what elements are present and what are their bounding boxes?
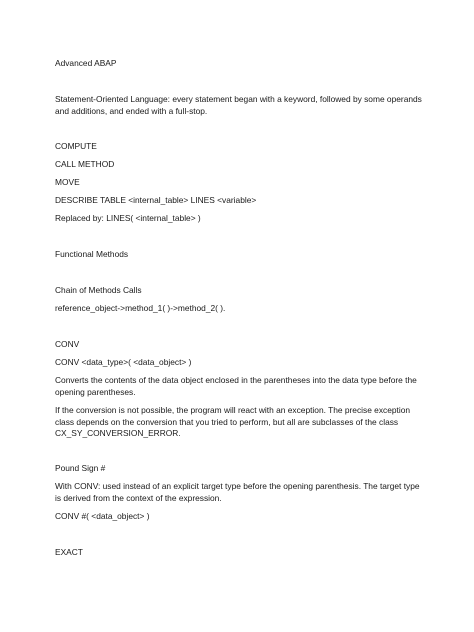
keyword-describe-table: DESCRIBE TABLE <internal_table> LINES <variable> bbox=[55, 195, 257, 205]
keyword-compute: COMPUTE bbox=[55, 141, 97, 151]
chain-heading: Chain of Methods Calls bbox=[55, 285, 142, 295]
keyword-call-method: CALL METHOD bbox=[55, 159, 115, 169]
document-title: Advanced ABAP bbox=[55, 58, 117, 68]
conv-description: Converts the contents of the data object enclosed in the parentheses into the data type before the opening parentheses. bbox=[55, 375, 417, 397]
keyword-move: MOVE bbox=[55, 177, 80, 187]
functional-methods-heading: Functional Methods bbox=[55, 249, 129, 259]
conv-syntax: CONV <data_type>( <data_object> ) bbox=[55, 357, 192, 367]
conv-error-paragraph: If the conversion is not possible, the program will react with an exception. The precise exception class depends on the conversion that you tried to perform, but all are subclasses of the class CX_SY_CONVERSION_ERROR. bbox=[55, 405, 411, 438]
intro-paragraph: Statement-Oriented Language: every statement began with a keyword, followed by some operands and additions, and ended with a full-stop. bbox=[55, 94, 422, 116]
chain-example: reference_object->method_1( )->method_2( ). bbox=[55, 303, 226, 313]
keyword-replaced-by: Replaced by: LINES( <internal_table> ) bbox=[55, 213, 201, 223]
pound-description: With CONV: used instead of an explicit target type before the opening parenthesis. The target type is derived from the context of the expression. bbox=[55, 481, 420, 503]
pound-heading: Pound Sign # bbox=[55, 463, 106, 473]
exact-heading: EXACT bbox=[55, 547, 83, 557]
conv-heading: CONV bbox=[55, 339, 80, 349]
pound-syntax: CONV #( <data_object> ) bbox=[55, 511, 150, 521]
